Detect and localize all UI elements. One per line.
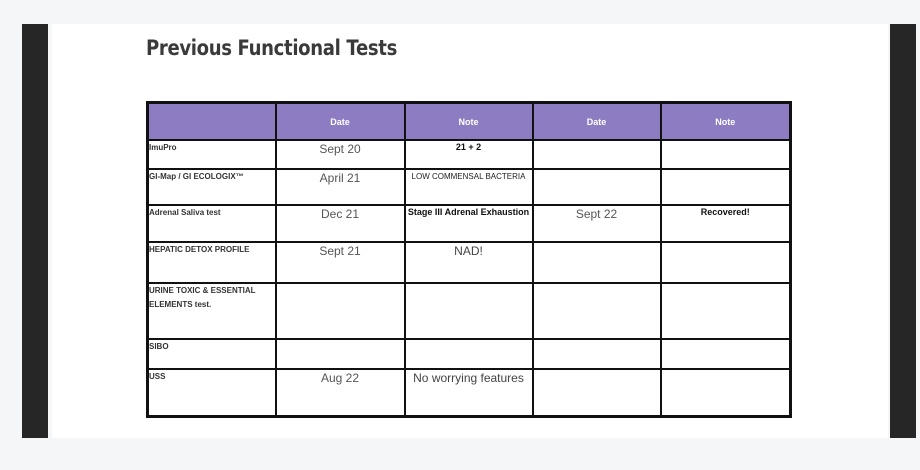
page-title: Previous Functional Tests xyxy=(146,36,397,60)
note-1-cell xyxy=(405,339,533,369)
date-1-cell xyxy=(276,339,405,369)
date-2-cell xyxy=(533,369,661,416)
date-2-cell xyxy=(533,242,661,283)
date-1-cell: Dec 21 xyxy=(276,205,405,242)
table-header-row xyxy=(148,103,791,141)
date-2-cell xyxy=(533,140,661,169)
note-1-cell: LOW COMMENSAL BACTERIA xyxy=(405,169,533,205)
note-1-cell xyxy=(405,283,533,339)
right-margin-bar xyxy=(890,24,916,438)
header-note-1: Note xyxy=(405,103,533,141)
table-row xyxy=(148,339,791,369)
note-2-cell xyxy=(661,369,791,416)
date-2-cell xyxy=(533,339,661,369)
test-name-cell: USS xyxy=(148,369,276,416)
note-2-cell xyxy=(661,242,791,283)
note-1-cell: 21 + 2 xyxy=(405,140,533,169)
date-1-cell: Aug 22 xyxy=(276,369,405,416)
note-1-cell: Stage III Adrenal Exhaustion xyxy=(405,205,533,242)
test-name-cell: Adrenal Saliva test xyxy=(148,205,276,242)
test-name-cell: URINE TOXIC & ESSENTIAL ELEMENTS test. xyxy=(148,283,276,339)
note-2-cell: Recovered! xyxy=(661,205,791,242)
date-2-cell xyxy=(533,169,661,205)
document-page xyxy=(52,24,888,438)
header-date-2: Date xyxy=(533,103,661,141)
table-row xyxy=(148,242,791,283)
header-note-2: Note xyxy=(661,103,791,141)
table-row xyxy=(148,205,791,242)
test-name-cell: HEPATIC DETOX PROFILE xyxy=(148,242,276,283)
date-2-cell: Sept 22 xyxy=(533,205,661,242)
functional-tests-table xyxy=(146,101,792,418)
table-row xyxy=(148,140,791,169)
test-name-cell: GI-Map / GI ECOLOGIX™ xyxy=(148,169,276,205)
note-2-cell xyxy=(661,339,791,369)
header-date-1: Date xyxy=(276,103,405,141)
note-2-cell xyxy=(661,169,791,205)
test-name-cell: SIBO xyxy=(148,339,276,369)
date-1-cell: April 21 xyxy=(276,169,405,205)
table-row xyxy=(148,169,791,205)
date-1-cell xyxy=(276,283,405,339)
note-2-cell xyxy=(661,283,791,339)
note-2-cell xyxy=(661,140,791,169)
date-1-cell: Sept 21 xyxy=(276,242,405,283)
left-margin-bar xyxy=(22,24,48,438)
date-1-cell: Sept 20 xyxy=(276,140,405,169)
table-row xyxy=(148,369,791,416)
header-test xyxy=(148,103,276,141)
note-1-cell: NAD! xyxy=(405,242,533,283)
date-2-cell xyxy=(533,283,661,339)
test-name-cell: ImuPro xyxy=(148,140,276,169)
note-1-cell: No worrying features xyxy=(405,369,533,416)
table-row xyxy=(148,283,791,339)
